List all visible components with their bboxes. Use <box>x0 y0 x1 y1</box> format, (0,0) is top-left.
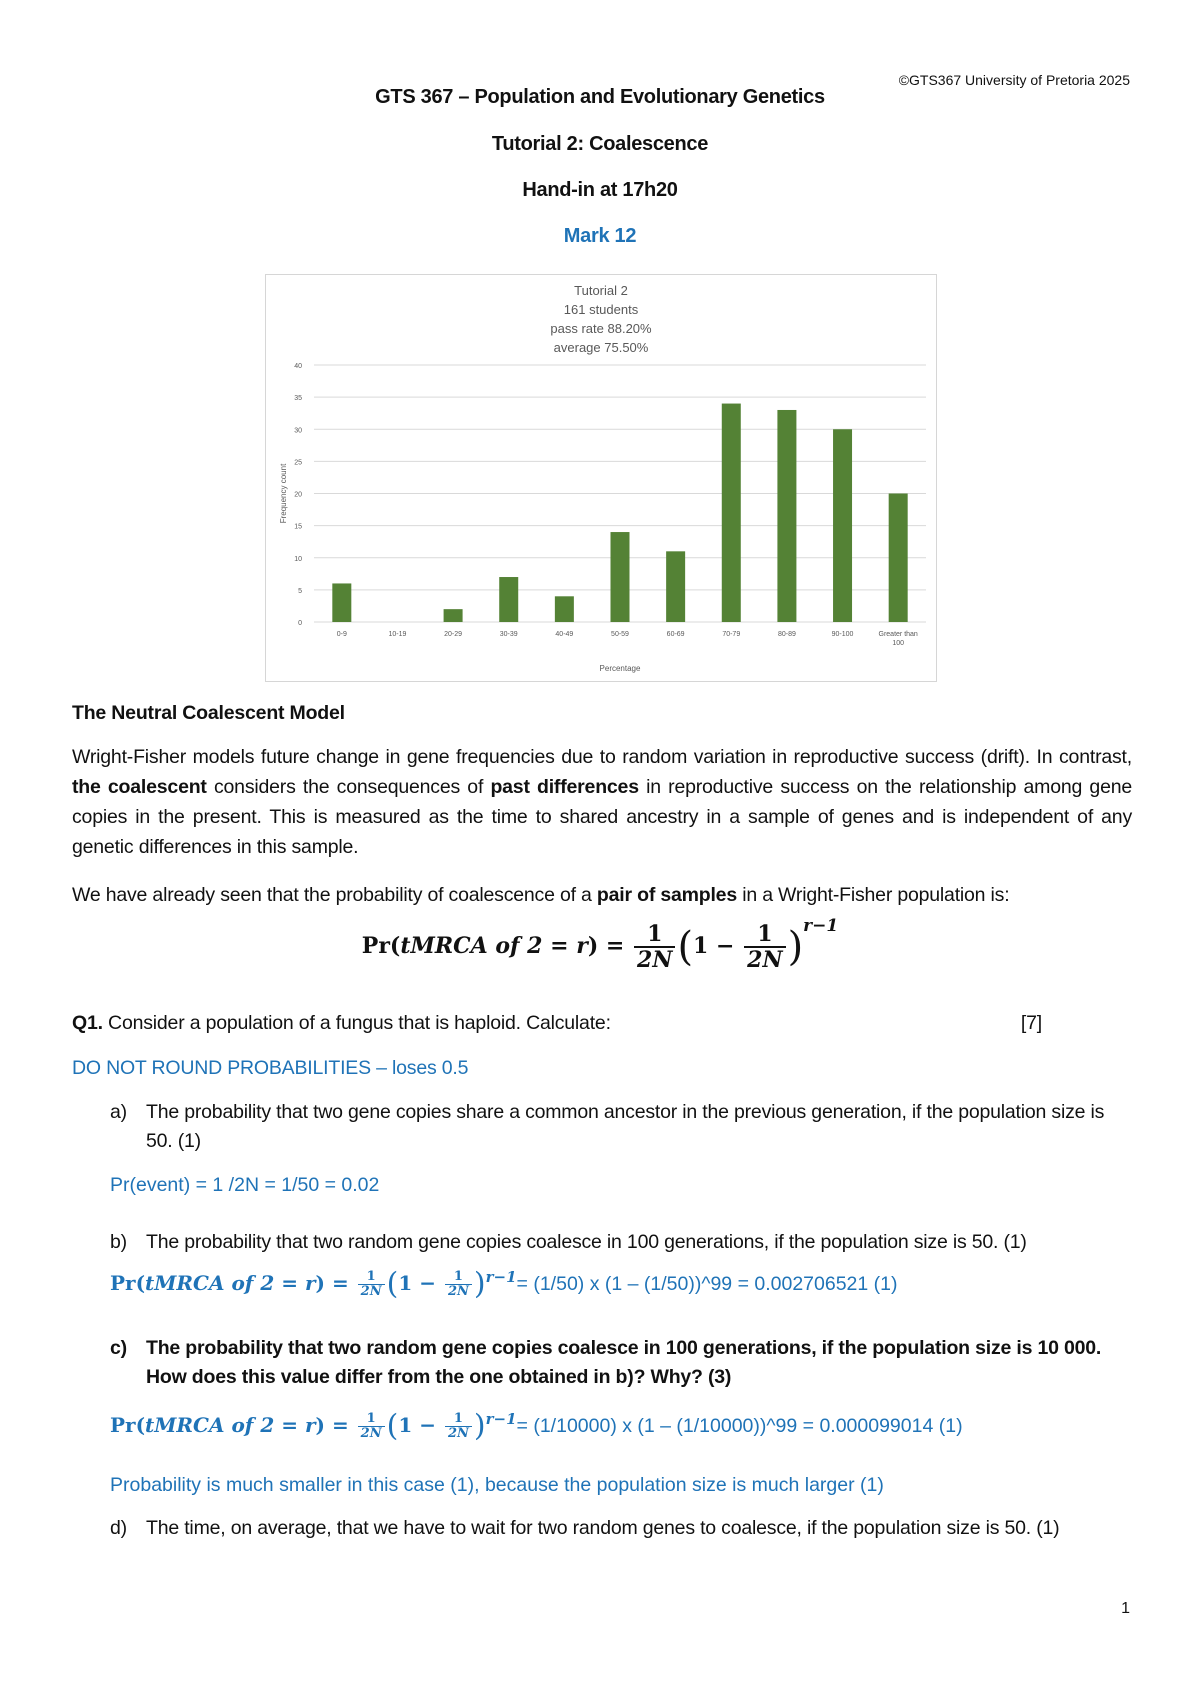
bar-60-69 <box>666 551 685 622</box>
c-frac <box>358 1412 385 1442</box>
intro-bold-past: past differences <box>490 776 639 798</box>
paren-close: ) <box>787 924 804 971</box>
p2-text-1: We have already seen that the probability of coalescence of a <box>72 884 597 906</box>
c-minus: − <box>419 1413 436 1437</box>
b-frac-num: 1 <box>358 1270 385 1285</box>
b-paren-close: ) <box>473 1266 486 1302</box>
bar-20-29 <box>444 609 463 622</box>
part-a-label: a) <box>110 1101 127 1123</box>
part-c-answer: Pr(tMRCA of 2 = r) = $\frac{1}{2N}$ (1 − $\frac{1}{2N}$ )$^{r-1}$= (1/10000) x (1 – (1/10000))^99 = 0.000099014 (1) <box>110 1408 963 1444</box>
bar-Greater than 100 <box>889 494 908 623</box>
y-tick-label: 20 <box>294 491 302 499</box>
y-tick-label: 40 <box>294 363 302 370</box>
b-frac2-num: 1 <box>445 1270 472 1285</box>
intro-paragraph-2 <box>72 880 1132 910</box>
y-tick-label: 30 <box>294 427 302 435</box>
rounding-note: DO NOT ROUND PROBABILITIES – loses 0.5 <box>72 1057 469 1079</box>
formula-exponent: r−1 <box>803 916 839 936</box>
c-var: tMRCA of 2 = r <box>145 1413 316 1437</box>
q1-text: Consider a population of a fungus that is haploid. Calculate: <box>102 1012 611 1034</box>
frac-num: 1 <box>634 922 675 948</box>
c-frac2-den: 2N <box>447 1426 469 1441</box>
x-tick-label: 80-89 <box>777 631 796 638</box>
b-frac2 <box>445 1270 472 1300</box>
c-frac2 <box>445 1412 472 1442</box>
c-paren-open: ( <box>386 1408 399 1444</box>
b-var: tMRCA of 2 = r <box>145 1271 316 1295</box>
bar-40-49 <box>555 596 574 622</box>
part-b-answer: Pr(tMRCA of 2 = r) = $\frac{1}{2N}$ (1 − $\frac{1}{2N}$ )$^{r-1}$= (1/50) x (1 – (1/50))^99 = 0.002706521 (1) <box>110 1266 898 1302</box>
intro-text-1: Wright-Fisher models future change in gene frequencies due to random variation in reproductive success (drift). In contrast, <box>72 746 1132 768</box>
c-eq: = <box>331 1413 349 1437</box>
x-tick-label: 20-29 <box>444 631 463 638</box>
intro-bold-coalescent: the coalescent <box>72 776 207 798</box>
c-frac2-num: 1 <box>445 1412 472 1427</box>
formula-one: 1 <box>693 933 709 960</box>
b-eq: = <box>331 1271 349 1295</box>
c-one: 1 <box>398 1413 413 1437</box>
mark-total: Mark 12 <box>563 225 637 247</box>
y-tick-label: 10 <box>294 555 302 563</box>
frac2-num: 1 <box>744 922 785 948</box>
p2-text-2: in a Wright-Fisher population is: <box>736 884 1010 906</box>
q1-heading <box>72 1008 1132 1038</box>
x-axis-label: Percentage <box>599 664 641 673</box>
part-d-text: The time, on average, that we have to wait for two random genes to coalesce, if the population size is 50. (1) <box>146 1517 1060 1539</box>
tutorial-title: Tutorial 2: Coalescence <box>491 133 709 155</box>
handin-time: Hand-in at 17h20 <box>522 179 678 201</box>
b-frac2-den: 2N <box>447 1284 469 1299</box>
part-a-answer: Pr(event) = 1 /2N = 1/50 = 0.02 <box>110 1174 380 1196</box>
y-tick-label: 5 <box>298 587 302 595</box>
formula-fraction-2 <box>744 922 785 972</box>
part-a-text: The probability that two gene copies share a common ancestor in the previous generation, if the population size is 50. (1) <box>146 1101 1105 1152</box>
q1-label: Q1. <box>72 1012 103 1034</box>
c-frac-den: 2N <box>360 1426 382 1441</box>
chart-title-line: Tutorial 2 <box>574 283 628 298</box>
formula-pr: Pr <box>361 933 390 960</box>
chart-title-line: pass rate 88.20% <box>550 321 652 336</box>
chart-title-line: 161 students <box>563 302 639 317</box>
coalescence-formula: Pr(tMRCA of 2 = r) = $\frac{1}{2N}$ (1 − $\frac{1}{2N}$ )$^{r-1}$ <box>361 916 839 974</box>
x-tick-label: Greater than <box>878 631 918 638</box>
part-b-label: b) <box>110 1231 127 1253</box>
x-tick-label: 10-19 <box>388 631 407 638</box>
x-tick-label: 0-9 <box>336 631 347 638</box>
part-b-text: The probability that two random gene copies coalesce in 100 generations, if the population size is 50. (1) <box>146 1231 1027 1253</box>
copyright-notice: ©GTS367 University of Pretoria 2025 <box>898 72 1130 88</box>
frac-den: 2N <box>637 947 673 974</box>
c-answer-text: = (1/10000) x (1 – (1/10000))^99 = 0.000099014 (1) <box>516 1415 963 1437</box>
b-minus: − <box>419 1271 436 1295</box>
p2-bold-pair: pair of samples <box>596 884 737 906</box>
chart-title-line: average 75.50% <box>553 340 649 355</box>
bar-30-39 <box>499 577 518 622</box>
q1-part-c <box>110 1334 1130 1392</box>
frac2-den: 2N <box>747 947 783 974</box>
part-d-label: d) <box>110 1517 127 1539</box>
b-pr: Pr <box>110 1271 136 1295</box>
x-tick-label: 60-69 <box>666 631 685 638</box>
x-tick-label-cont: 100 <box>892 640 905 647</box>
paren-open: ( <box>677 924 694 971</box>
y-tick-label: 35 <box>294 395 302 403</box>
formula-lhs-var: tMRCA of 2 = r <box>400 933 588 960</box>
b-frac-den: 2N <box>360 1284 382 1299</box>
b-paren-open: ( <box>386 1266 399 1302</box>
bar-80-89 <box>777 410 796 622</box>
part-c-explanation: Probability is much smaller in this case (1), because the population size is much larger (1) <box>110 1474 884 1496</box>
q1-marks: [7] <box>1020 1012 1042 1034</box>
x-tick-label: 70-79 <box>722 631 741 638</box>
b-answer-text: = (1/50) x (1 – (1/50))^99 = 0.002706521 (1) <box>516 1273 898 1295</box>
section-title: The Neutral Coalescent Model <box>72 702 345 724</box>
c-paren-close: ) <box>473 1408 486 1444</box>
formula-fraction <box>634 922 675 972</box>
intro-text-3: in reproductive success on the relationship among gene copies in the present. This is measured as the time to shared ancestry in a sample of genes and is independent of any genetic differences in this sample. <box>72 776 1133 858</box>
course-title: GTS 367 – Population and Evolutionary Genetics <box>375 86 825 108</box>
x-tick-label: 90-100 <box>831 631 854 638</box>
y-tick-label: 0 <box>298 620 302 627</box>
bar-90-100 <box>833 429 852 622</box>
y-tick-label: 25 <box>294 459 302 467</box>
y-axis-label: Frequency count <box>279 463 288 524</box>
q1-part-d <box>110 1514 1130 1543</box>
formula-minus: − <box>716 933 735 960</box>
part-c-label: c) <box>110 1337 127 1359</box>
q1-part-a <box>110 1098 1130 1156</box>
part-c-text: The probability that two random gene copies coalesce in 100 generations, if the population size is 10 000. How does this value differ from the one obtained in b)? Why? (3) <box>146 1337 1102 1388</box>
bar-50-59 <box>611 532 630 622</box>
x-tick-label: 40-49 <box>555 631 574 638</box>
bar-0-9 <box>332 583 351 622</box>
x-tick-label: 50-59 <box>611 631 629 638</box>
b-one: 1 <box>398 1271 413 1295</box>
x-tick-label: 30-39 <box>499 631 518 638</box>
bar-70-79 <box>722 404 741 622</box>
histogram-svg <box>266 275 936 681</box>
c-frac-num: 1 <box>358 1412 385 1427</box>
c-pr: Pr <box>110 1413 136 1437</box>
page-number: 1 <box>1121 1600 1130 1617</box>
c-exp: r−1 <box>485 1410 517 1428</box>
formula-equals: = <box>605 933 625 960</box>
q1-part-b <box>110 1228 1130 1257</box>
intro-paragraph <box>72 742 1132 862</box>
y-tick-label: 15 <box>294 523 302 531</box>
intro-text-2: considers the consequences of <box>206 776 491 798</box>
b-frac <box>358 1270 385 1300</box>
results-histogram <box>265 274 937 682</box>
b-exp: r−1 <box>485 1268 517 1286</box>
